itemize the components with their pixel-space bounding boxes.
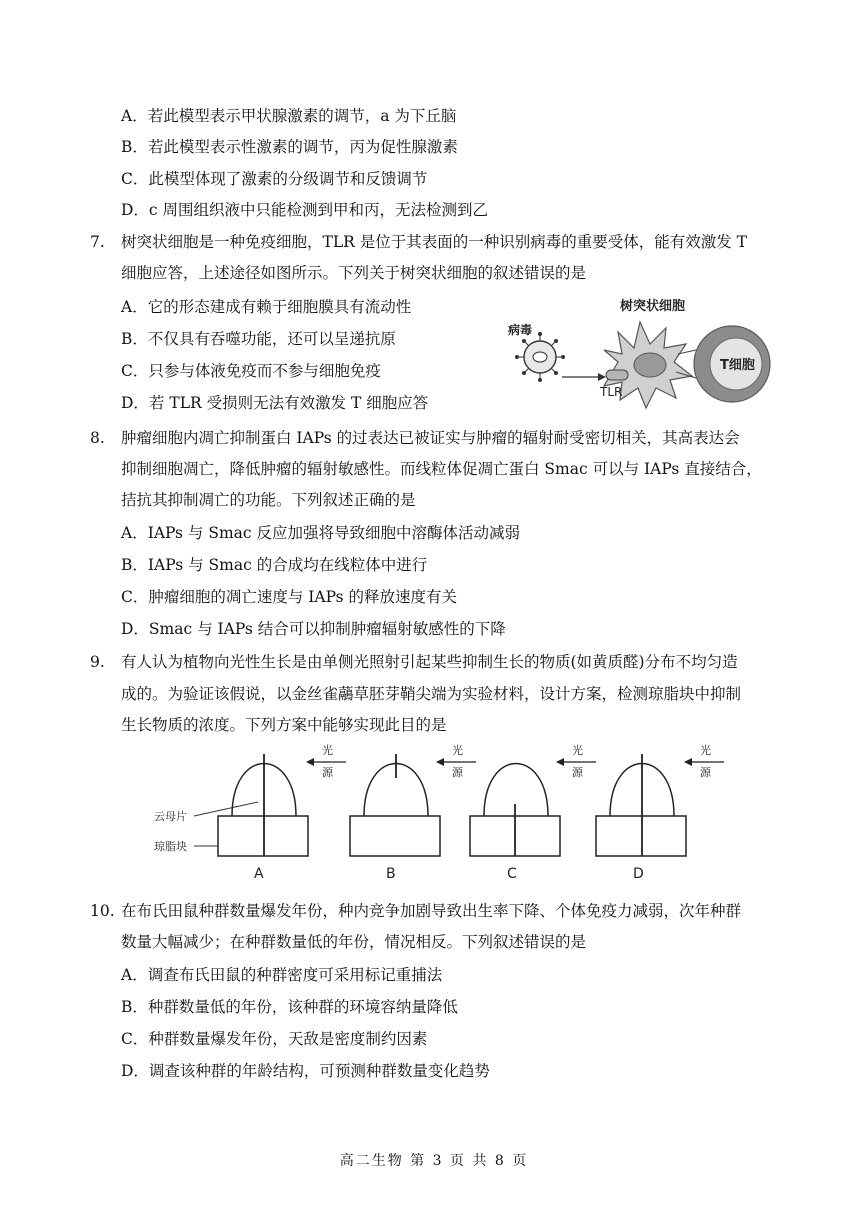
coleoptile-figure: [150, 740, 750, 888]
panel-d: [596, 743, 724, 882]
tlr-receptor: [606, 370, 628, 380]
q9-stem-line-2: 成的。为验证该假说，以金丝雀虉草胚芽鞘尖端为实验材料，设计方案，检测琼脂块中抑制: [121, 685, 742, 703]
q10-stem-line-1: 在布氏田鼠种群数量爆发年份，种内竞争加剧导致出生率下降、个体免疫力减弱，次年种群: [121, 902, 742, 920]
q9-number: 9.: [90, 653, 105, 671]
q10-number: 10.: [90, 902, 115, 920]
q7-option-d: D．若 TLR 受损则无法有效激发 T 细胞应答: [121, 394, 429, 412]
light-source-d-top: 光: [700, 744, 711, 757]
mica-label: 云母片: [154, 810, 187, 823]
panel-d-label: D: [633, 866, 644, 882]
tlr-label: TLR: [600, 385, 623, 399]
light-source-b-top: 光: [452, 744, 463, 757]
q6-option-b: B．若此模型表示性激素的调节，丙为促性腺激素: [121, 138, 458, 156]
q8-number: 8.: [90, 429, 105, 447]
q7-number: 7.: [90, 233, 105, 251]
q6-option-a: A．若此模型表示甲状腺激素的调节，a 为下丘脑: [121, 107, 457, 125]
q7-stem-line-1: 树突状细胞是一种免疫细胞，TLR 是位于其表面的一种识别病毒的重要受体，能有效激发 T: [121, 233, 747, 251]
q6-option-d: D．c 周围组织液中只能检测到甲和丙，无法检测到乙: [121, 201, 489, 219]
light-source-b-bottom: 源: [452, 766, 463, 779]
panel-b-label: B: [386, 866, 396, 882]
light-source-c-top: 光: [572, 744, 583, 757]
q7-option-b: B．不仅具有吞噬功能，还可以呈递抗原: [121, 330, 396, 348]
q7-option-c: C．只参与体液免疫而不参与细胞免疫: [121, 362, 381, 380]
light-source-a-bottom: 源: [322, 766, 333, 779]
q10-option-b: B．种群数量低的年份，该种群的环境容纳量降低: [121, 998, 458, 1016]
virus-icon: [515, 332, 565, 382]
agar-label: 琼脂块: [154, 840, 187, 853]
panel-c: [470, 743, 596, 882]
q9-stem-line-1: 有人认为植物向光性生长是由单侧光照射引起某些抑制生长的物质(如黄质醛)分布不均匀造: [121, 653, 738, 671]
q10-option-d: D．调查该种群的年龄结构，可预测种群数量变化趋势: [121, 1062, 490, 1080]
q8-option-b: B．IAPs 与 Smac 的合成均在线粒体中进行: [121, 556, 428, 574]
q10-stem-line-2: 数量大幅减少；在种群数量低的年份，情况相反。下列叙述错误的是: [121, 933, 587, 951]
nucleus-shape: [634, 353, 666, 377]
light-source-c-bottom: 源: [572, 766, 583, 779]
light-source-d-bottom: 源: [700, 766, 711, 779]
virus-label: 病毒: [508, 323, 533, 337]
q7-option-a: A．它的形态建成有赖于细胞膜具有流动性: [121, 298, 412, 316]
q8-stem-line-1: 肿瘤细胞内凋亡抑制蛋白 IAPs 的过表达已被证实与肿瘤的辐射耐受密切相关，其高表达会: [121, 429, 740, 447]
q6-option-c: C．此模型体现了激素的分级调节和反馈调节: [121, 170, 428, 188]
q10-option-c: C．种群数量爆发年份，天敌是密度制约因素: [121, 1030, 428, 1048]
q7-stem-line-2: 细胞应答，上述途径如图所示。下列关于树突状细胞的叙述错误的是: [121, 264, 587, 282]
page-footer: 高二生物 第 3 页 共 8 页: [339, 1153, 529, 1169]
q8-option-c: C．肿瘤细胞的凋亡速度与 IAPs 的释放速度有关: [121, 588, 457, 606]
panel-a: [218, 743, 346, 882]
q8-stem-line-2: 抑制细胞凋亡，降低肿瘤的辐射敏感性。而线粒体促凋亡蛋白 Smac 可以与 IAPs 直接结合，: [121, 460, 762, 478]
q8-option-d: D．Smac 与 IAPs 结合可以抑制肿瘤辐射敏感性的下降: [121, 620, 506, 638]
dendritic-cell-figure: [500, 292, 780, 412]
q8-option-a: A．IAPs 与 Smac 反应加强将导致细胞中溶酶体活动减弱: [121, 524, 520, 542]
t-cell-label: T细胞: [720, 358, 755, 373]
light-source-a-top: 光: [322, 744, 333, 757]
q10-option-a: A．调查布氏田鼠的种群密度可采用标记重捕法: [121, 966, 443, 984]
panel-b: [350, 743, 476, 882]
panel-c-label: C: [507, 866, 517, 882]
dc-label: 树突状细胞: [620, 299, 686, 314]
q8-stem-line-3: 拮抗其抑制凋亡的功能。下列叙述正确的是: [121, 491, 416, 509]
q9-stem-line-3: 生长物质的浓度。下列方案中能够实现此目的是: [121, 716, 447, 734]
panel-a-label: A: [254, 866, 264, 882]
